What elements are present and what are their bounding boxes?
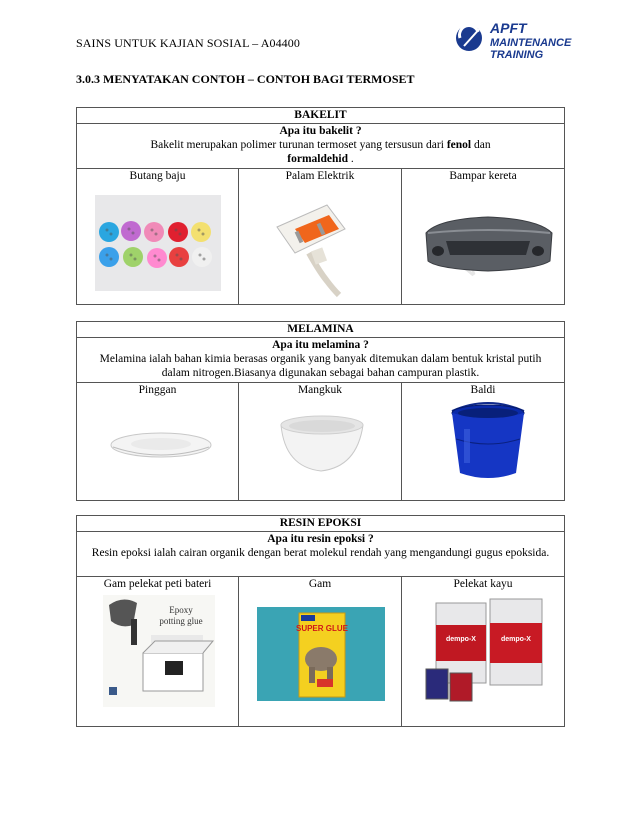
column-label: Gam pelekat peti bateri	[103, 578, 212, 590]
document-header-title: SAINS UNTUK KAJIAN SOSIAL – A04400	[76, 36, 300, 50]
column-label: Butang baju	[129, 170, 186, 182]
column-label: Baldi	[470, 384, 496, 396]
bakelit-description-cell	[77, 124, 565, 169]
melamina-description-cell	[77, 338, 565, 383]
melamina-col-baldi	[402, 383, 565, 501]
melamina-col-pinggan	[77, 383, 239, 501]
column-label: Bampar kereta	[449, 170, 517, 182]
bakelit-heading: BAKELIT	[77, 108, 565, 124]
epoxy-label-line-1: Epoxy	[169, 605, 193, 615]
melamina-heading: MELAMINA	[77, 322, 565, 338]
section-title: 3.0.3 MENYATAKAN CONTOH – CONTOH BAGI TERMOSET	[76, 72, 415, 86]
buttons-image	[95, 195, 221, 291]
bakelit-col-butang	[77, 169, 239, 305]
bakelit-desc-end: .	[347, 153, 354, 165]
epoxy-potting-image	[103, 595, 215, 707]
plate-image	[107, 423, 215, 463]
melamina-col-mangkuk	[239, 383, 402, 501]
column-label: Pelekat kayu	[453, 578, 513, 590]
melamina-table	[76, 321, 565, 501]
resin-col-pelekat-kayu	[402, 577, 565, 727]
logo-line-1: APFT	[490, 20, 527, 36]
bakelit-desc-text: Bakelit merupakan polimer turunan termoset yang tersusun dari	[150, 139, 447, 151]
bakelit-desc-fenol: fenol	[446, 139, 472, 151]
resin-heading: RESIN EPOKSI	[77, 516, 565, 532]
resin-col-gam-pelekat	[77, 577, 239, 727]
bakelit-table	[76, 107, 565, 305]
bakelit-desc-formaldehid: formaldehid	[287, 153, 348, 165]
bucket-image	[444, 399, 532, 485]
apft-logo	[452, 18, 602, 60]
bakelit-col-bampar	[402, 169, 565, 305]
resin-question: Apa itu resin epoksi ?	[267, 533, 374, 545]
bakelit-desc-dan: dan	[471, 139, 491, 151]
super-glue-label: SUPER GLUE	[295, 624, 349, 633]
bakelit-col-palam	[239, 169, 402, 305]
wood-adhesive-cans-image	[422, 597, 548, 705]
logo-line-3: TRAINING	[490, 49, 544, 60]
resin-desc-text: Resin epoksi ialah cairan organik dengan berat molekul rendah yang mengandungi gugus epoksida.	[91, 547, 550, 559]
can-label-1: dempo-X	[446, 636, 476, 643]
plug-image	[269, 191, 369, 301]
melamina-desc-text: Melamina ialah bahan kimia berasas organik yang banyak ditemukan dalam bentuk kristal putih dalam nitrogen.Biasanya digunakan sebagai bahan campuran plastik.	[99, 353, 542, 379]
resin-epoksi-table	[76, 515, 565, 727]
bakelit-question: Apa itu bakelit ?	[279, 125, 362, 137]
column-label: Mangkuk	[297, 384, 343, 396]
logo-line-2: MAINTENANCE	[490, 37, 572, 49]
epoxy-label-line-2: potting glue	[159, 616, 203, 626]
resin-col-gam	[239, 577, 402, 727]
column-label: Gam	[308, 578, 332, 590]
melamina-question: Apa itu melamina ?	[272, 339, 369, 351]
bumper-image	[418, 193, 558, 299]
can-label-2: dempo-X	[501, 636, 531, 643]
bowl-image	[277, 411, 367, 477]
column-label: Palam Elektrik	[285, 170, 355, 182]
column-label: Pinggan	[138, 384, 177, 396]
resin-description-cell	[77, 532, 565, 577]
super-glue-image	[257, 607, 385, 701]
